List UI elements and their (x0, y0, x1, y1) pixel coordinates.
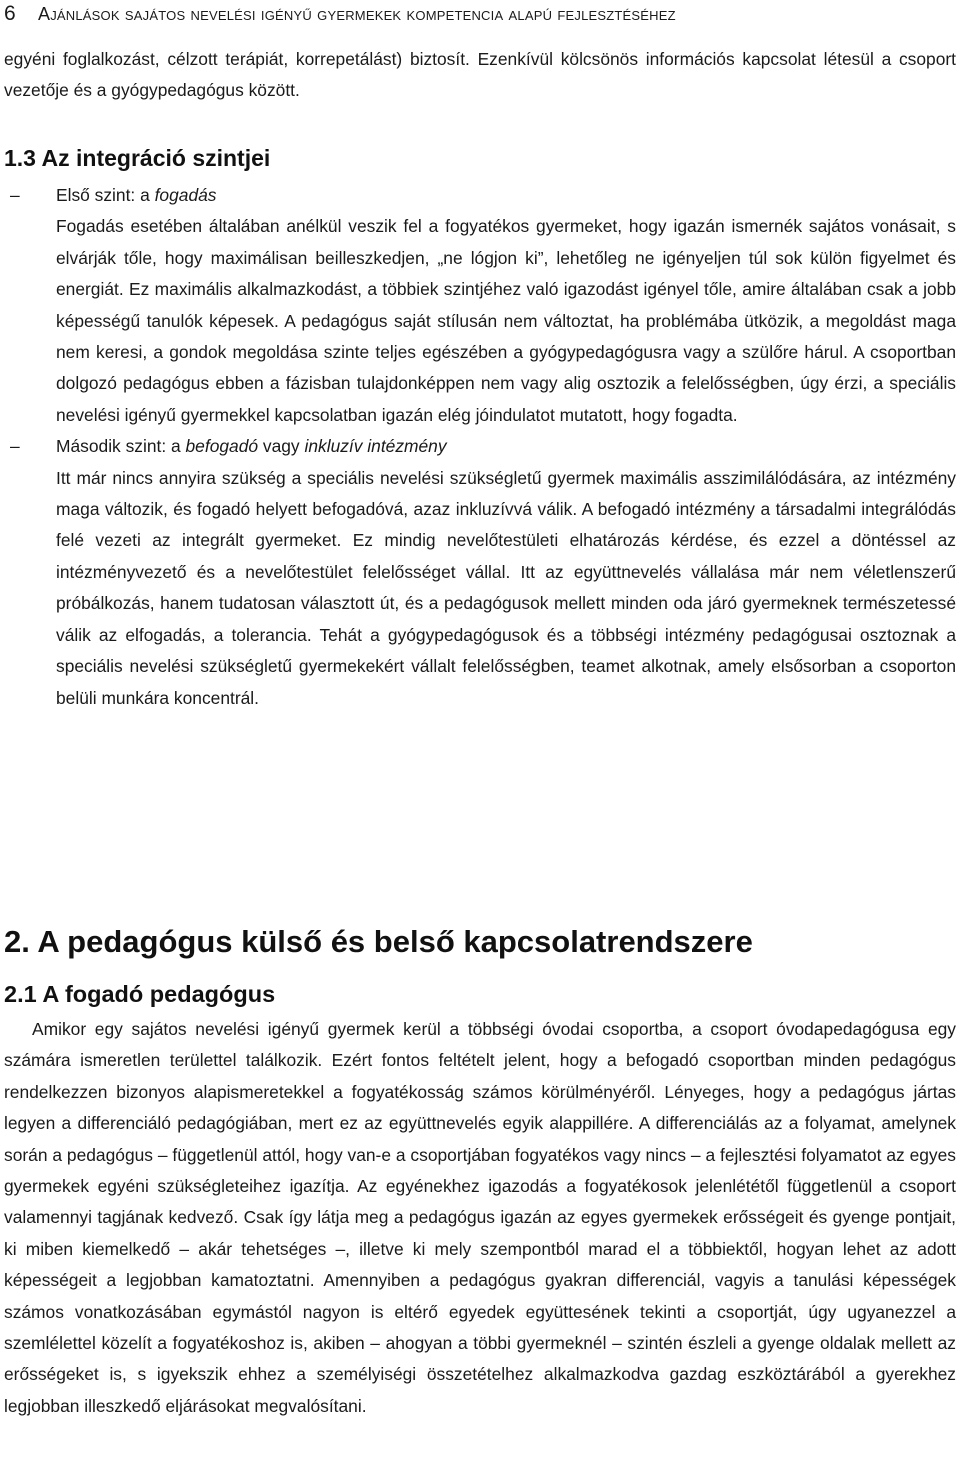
list-item-label (56, 431, 956, 462)
page-number: 6 (4, 2, 16, 25)
label-prefix: Első szint: a (56, 185, 155, 205)
list-item-second-level (4, 431, 956, 714)
section-heading-2-1: 2.1 A fogadó pedagógus (4, 981, 276, 1007)
label-prefix: Második szint: a (56, 436, 186, 457)
integration-levels-list (4, 180, 956, 714)
list-item-first-level (4, 180, 956, 431)
list-dash: – (10, 185, 20, 205)
intro-paragraph: egyéni foglalkozást, célzott terápiát, korrepetálást) biztosít. Ezenkívül kölcsönös információs kapcsolat létesül a csoport vezetője és a gyógypedagógus között. (4, 49, 956, 101)
chapter-heading-2: 2. A pedagógus külső és belső kapcsolatrendszere (4, 924, 753, 959)
label-term: befogadó (185, 436, 259, 457)
section-heading-1-3: 1.3 Az integráció szintjei (4, 145, 271, 171)
running-header-title: Ajánlások sajátos nevelési igényű gyermekek kompetencia alapú fejlesztéséhez (38, 4, 676, 24)
label-middle: vagy (258, 436, 305, 457)
list-dash: – (10, 436, 20, 457)
label-term-2: inkluzív intézmény (304, 436, 447, 457)
running-header (4, 2, 954, 32)
list-item-body: Itt már nincs annyira szükség a speciális nevelési szükségletű gyermek maximális asszimilálódására, az intézmény maga változik, és fogadó helyett befogadóvá, azaz inkluzívvá válik. A befogadó intézmény a társadalmi integrálódás felé vezeti az integrált gyermeket. Ez mindig nevelőtestületi elhatározás kérdése, és ezzel a döntéssel az intézményvezető és a nevelőtestület felelősséget vállal. Itt az együttnevelés vállalása már nem véletlenszerű próbálkozás, hanem tudatosan választott út, és a pedagógusok mellett minden oda járó gyermeknek természetessé válik az elfogadás, a tolerancia. Tehát a gyógypedagógusok és a többségi intézmény pedagógusai osztoznak a speciális nevelési szükségletű gyermekekért vállalt felelősségben, teamet alkotnak, amely elsősorban a csoporton belüli munkára koncentrál. (56, 467, 956, 708)
list-item-label (56, 180, 956, 211)
list-item-body: Fogadás esetében általában anélkül veszik fel a fogyatékos gyermeket, hogy igazán ismernék sajátos vonásait, s elvárják tőle, hogy maximálisan beilleszkedjen, „ne lógjon ki”, lehetőleg ne igényeljen túl sok külön figyelmet és energiát. Ez maximális alkalmazkodást, a többiek szintjéhez való igazodást igényel tőle, amire általában csak a jobb képességű tanulók képesek. A pedagógus saját stílusán nem változtat, ha problémába ütközik, a megoldást maga nem keresi, a gondok megoldása szinte teljes egészében a gyógypedagógusra vagy a szülőre hárul. A csoportban dolgozó pedagógus ebben a fázisban tulajdonképpen nem vagy alig osztozik a felelősségben, úgy érzi, a speciális nevelési igényű gyermekkel kapcsolatban igazán elég jóindulatot mutatott, hogy fogadta. (56, 216, 956, 425)
label-term: fogadás (154, 185, 217, 205)
section-2-1-paragraph: Amikor egy sajátos nevelési igényű gyermek kerül a többségi óvodai csoportba, a csoport óvodapedagógusa egy számára ismeretlen területtel találkozik. Ezért fontos feltételt jelent, hogy a befogadó csoportban minden pedagógus rendelkezzen bizonyos alapismeretekkel a fogyatékosság számos körülményéről. Lényeges, hogy a pedagógus jártas legyen a differenciáló pedagógiában, mert ez az együttnevelés egyik alappillére. A differenciálás az a folyamat, amelynek során a pedagógus – függetlenül attól, hogy van-e a csoportjában fogyatékos vagy nincs – a fejlesztési folyamatot az egyes gyermekek egyéni szükségleteihez igazítja. Az egyénekhez igazodás a fogyatékosok jelenlététől függetlenül a csoport valamennyi tagjának kedvező. Csak így látja meg a pedagógus igazán az egyes gyermekek erősségeit és gyenge pontjait, ki miben kiemelkedő – akár tehetséges –, illetve ki mely szempontból marad el a többiektől, hogyan lehet az adott képességeit a legjobban kamatoztatni. Amennyiben a pedagógus gyakran differenciál, vagyis a tanulási képességek számos vonatkozásában egymástól nagyon is eltérő egyedek együttesének tekinti a csoportját, úgy ugyanezzel a szemlélettel közelít a fogyatékoshoz is, akiben – ahogyan a többi gyermeknél – szintén észleli a gyenge oldalak mellett az erősségeket is, s igyekszik ehhez a személyiségi összetételhez alkalmazkodva gazdag eszköztárából a gyerekhez legjobban illeszkedő eljárásokat megvalósítani. (4, 1019, 956, 1416)
